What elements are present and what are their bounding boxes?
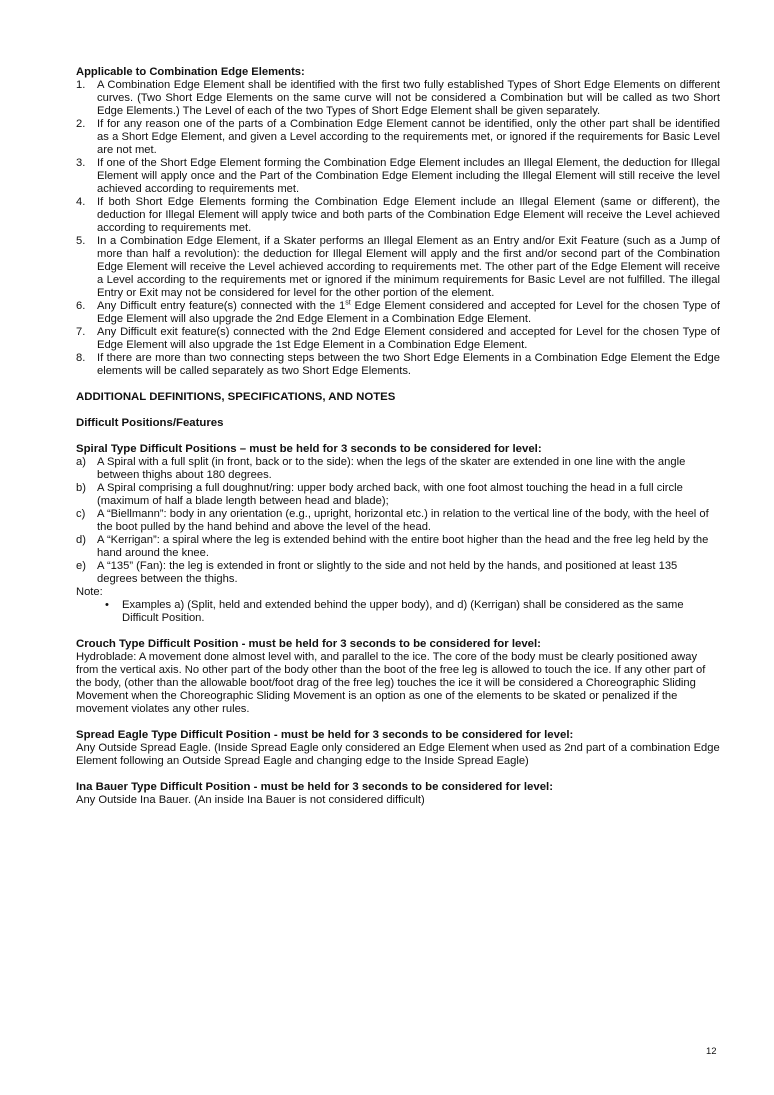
item-text-pre: Any Difficult entry feature(s) connected with the 1 (97, 300, 346, 312)
combo-item (76, 196, 720, 235)
note-text: Examples a) (Split, held and extended behind the upper body), and d) (Kerrigan) shall be considered as the same Difficult Position. (122, 599, 684, 624)
spiral-item (76, 482, 720, 508)
combo-item (76, 326, 720, 352)
item-text: A “135” (Fan): the leg is extended in front or slightly to the side and not held by the hands, and positioned at least 135 degrees between the thighs. (97, 560, 678, 585)
combo-item (76, 352, 720, 378)
item-text: A Spiral with a full split (in front, back or to the side): when the legs of the skater are extended in one line with the angle between thighs about 180 degrees. (97, 456, 686, 481)
item-text: If one of the Short Edge Element forming the Combination Edge Element includes an Illegal Element, the deduction for Illegal Element will apply once and the Part of the Combination Edge Element including the Illegal Element will still receive the level achieved according to requirements met. (97, 157, 720, 195)
ina-bauer-heading: Ina Bauer Type Difficult Position - must be held for 3 seconds to be considered for level: (76, 781, 554, 793)
page-number: 12 (706, 1046, 717, 1057)
additional-heading: ADDITIONAL DEFINITIONS, SPECIFICATIONS, AND NOTES (76, 391, 396, 403)
spiral-item (76, 456, 720, 482)
spiral-list (76, 456, 720, 586)
item-number: 7. (76, 326, 86, 338)
item-text: If there are more than two connecting steps between the two Short Edge Elements in a Combination Edge Element the Edge elements will be called separately as two Short Edge Elements. (97, 352, 720, 377)
item-text: A “Biellmann”: body in any orientation (e.g., upright, horizontal etc.) in relation to the vertical line of the body, with the heel of the boot pulled by the hand behind and above the level of the head. (97, 508, 709, 533)
combo-item (76, 118, 720, 157)
spiral-heading: Spiral Type Difficult Positions – must be held for 3 seconds to be considered for level: (76, 443, 542, 455)
item-letter: a) (76, 456, 86, 468)
difficult-positions-heading: Difficult Positions/Features (76, 417, 224, 429)
note-label: Note: (76, 586, 103, 598)
item-letter: c) (76, 508, 86, 520)
item-text-sup: st (345, 299, 351, 307)
combo-list (76, 79, 720, 378)
spread-eagle-heading: Spread Eagle Type Difficult Position - must be held for 3 seconds to be considered for level: (76, 729, 574, 741)
item-text: A “Kerrigan”: a spiral where the leg is extended behind with the entire boot higher than the head and the free leg held by the hand around the knee. (97, 534, 709, 559)
item-text-post: Edge Element considered and accepted for Level for the chosen Type of Edge Element will also upgrade the 2nd Edge Element in a Combination Edge Element. (97, 300, 720, 325)
combo-item (76, 235, 720, 300)
combo-item (76, 157, 720, 196)
combo-item (76, 79, 720, 118)
spiral-item (76, 534, 720, 560)
combo-item (76, 300, 720, 326)
item-text: If both Short Edge Elements forming the Combination Edge Element include an Illegal Element (same or different), the deduction for Illegal Element will apply twice and both parts of the Combination Edge Element will receive the Level achieved according to requirements met. (97, 196, 720, 234)
item-number: 5. (76, 235, 86, 247)
combo-heading: Applicable to Combination Edge Elements: (76, 66, 305, 78)
spiral-item (76, 508, 720, 534)
spiral-item (76, 560, 720, 586)
item-text: In a Combination Edge Element, if a Skater performs an Illegal Element as an Entry and/or Exit Feature (such as a Jump of more than half a revolution): the deduction for Illegal Element will apply and the first and/or second part of the Combination Edge Element will receive the Level achieved according to requirements met. The other part of the Edge Element will receive a Level according to the requirements met or ignored if the minimum requirements for Basic Level are not fulfilled. The illegal Entry or Exit may not be considered for level for the other portion of the element. (97, 235, 720, 299)
item-number: 1. (76, 79, 86, 91)
note-list (76, 599, 720, 625)
item-letter: e) (76, 560, 86, 572)
crouch-heading: Crouch Type Difficult Position - must be held for 3 seconds to be considered for level: (76, 638, 541, 650)
bullet-icon: • (105, 599, 109, 611)
item-text: Any Difficult exit feature(s) connected with the 2nd Edge Element considered and accepted for Level for the chosen Type of Edge Element will also upgrade the 1st Edge Element in a Combination Edge Element. (97, 326, 720, 351)
item-number: 8. (76, 352, 86, 364)
item-number: 3. (76, 157, 86, 169)
item-number: 6. (76, 300, 86, 312)
ina-bauer-text: Any Outside Ina Bauer. (An inside Ina Bauer is not considered difficult) (76, 794, 425, 806)
item-number: 4. (76, 196, 86, 208)
item-number: 2. (76, 118, 86, 130)
item-text: If for any reason one of the parts of a Combination Edge Element cannot be identified, only the other part shall be identified as a Short Edge Element, and given a Level according to the requirements met, or ignored if the requirements for Basic Level are not met. (97, 118, 720, 156)
spread-eagle-text: Any Outside Spread Eagle. (Inside Spread Eagle only considered an Edge Element when used as 2nd part of a combination Edge Element following an Outside Spread Eagle and changing edge to the Inside Spread Eagle) (76, 742, 720, 767)
item-letter: d) (76, 534, 86, 546)
item-text: A Combination Edge Element shall be identified with the first two fully established Types of Short Edge Elements on different curves. (Two Short Edge Elements on the same curve will not be considered a Combination but will be called as two Short Edge Elements.) The Level of each of the two Types of Short Edge Element shall be given separately. (97, 79, 720, 117)
item-text: A Spiral comprising a full doughnut/ring: upper body arched back, with one foot almost touching the head in a full circle (maximum of half a blade length between head and blade); (97, 482, 683, 507)
note-item (76, 599, 720, 625)
crouch-text: Hydroblade: A movement done almost level with, and parallel to the ice. The core of the body must be clearly positioned away from the vertical axis. No other part of the body other than the boot of the free leg is allowed to touch the ice. If any other part of the body, (other than the allowable boot/foot drag of the free leg) touches the ice it will be considered a Choreographic Sliding Movement when the Choreographic Sliding Movement is an option as one of the elements to be skated or penalized if the movement violates any other rules. (76, 651, 706, 715)
item-letter: b) (76, 482, 86, 494)
page-content (76, 66, 720, 807)
